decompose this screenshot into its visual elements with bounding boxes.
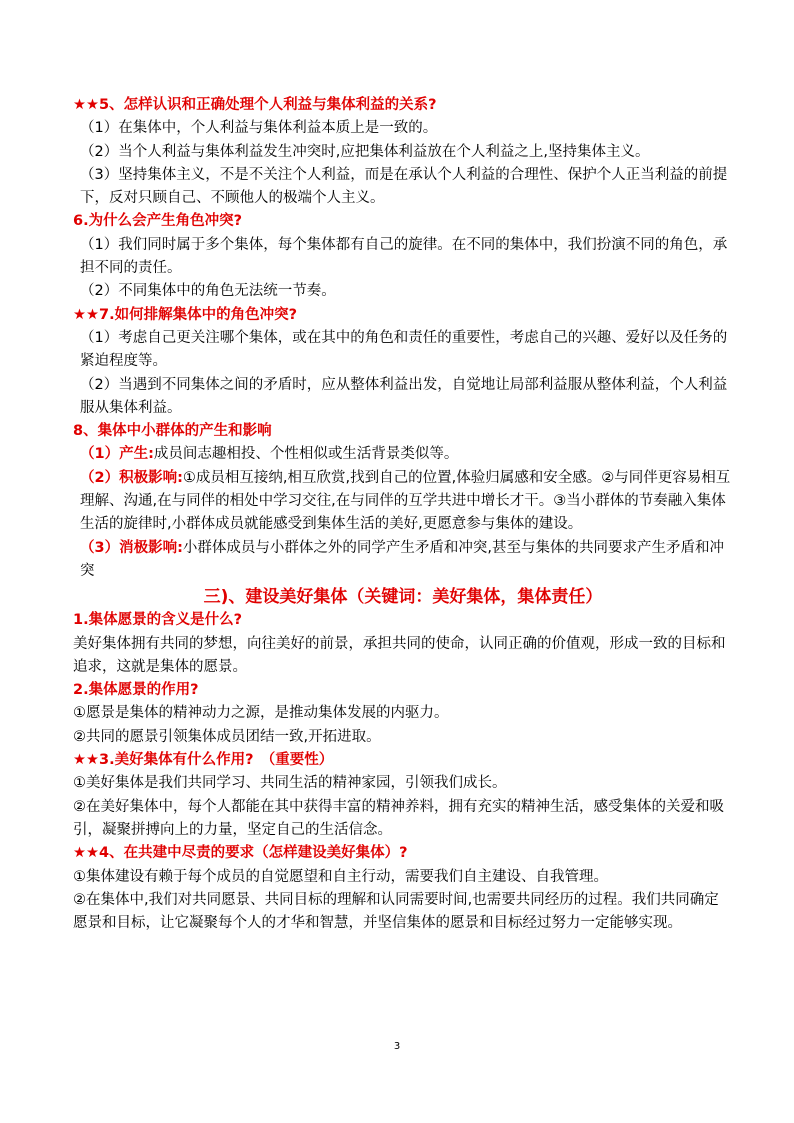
- q6-point-2: （2）不同集体中的角色无法统一节奏。: [80, 283, 336, 300]
- s4-point-1: ①集体建设有赖于每个成员的自觉愿望和自主行动，需要我们自主建设、自我管理。: [73, 868, 608, 885]
- q5-point-2: （2）当个人利益与集体利益发生冲突时,应把集体利益放在个人利益之上,坚持集体主义。: [80, 143, 650, 160]
- q8-point-1-text: 成员间志趣相投、个性相似或生活背景类似等。: [153, 446, 459, 463]
- s4-heading: ★★4、在共建中尽责的要求（怎样建设美好集体）?: [73, 845, 408, 862]
- s3-point-1: ①美好集体是我们共同学习、共同生活的精神家园，引领我们成长。: [73, 775, 507, 792]
- s2-point-2: ②共同的愿景引领集体成员团结一致,开拓进取。: [73, 728, 381, 745]
- s2-heading: 2.集体愿景的作用?: [73, 682, 199, 699]
- q7-point-1: （1）考虑自己更关注哪个集体，或在其中的角色和责任的重要性，考虑自己的兴趣、爱好以及任务的紧迫程度等。: [80, 329, 728, 370]
- page-number: 3: [393, 1041, 401, 1052]
- s1-heading: 1.集体愿景的含义是什么?: [73, 612, 243, 629]
- q8-heading: 8、集体中小群体的产生和影响: [73, 423, 272, 440]
- s1-paragraph: 美好集体拥有共同的梦想，向往美好的前景，承担共同的使命，认同正确的价值观，形成一致的目标和追求，这就是集体的愿景。: [73, 635, 726, 675]
- q8-point-2-text: ①成员相互接纳,相互欣赏,找到自己的位置,体验归属感和安全感。②与同伴更容易相互理解、沟通,在与同伴的相处中学习交往,在与同伴的互学共进中增长才干。③当小群体的节奏融入集体生活的旋律时,小群体成员就能感受到集体生活的美好,更愿意参与集体的建设。: [80, 469, 731, 533]
- q7-heading: ★★7.如何排解集体中的角色冲突?: [73, 306, 298, 323]
- s2-point-1: ①愿景是集体的精神动力之源，是推动集体发展的内驱力。: [73, 705, 449, 722]
- q6-point-1: （1）我们同时属于多个集体，每个集体都有自己的旋律。在不同的集体中，我们扮演不同的角色，承担不同的责任。: [80, 236, 728, 277]
- q8-point-1-label: （1）产生:: [80, 446, 154, 463]
- s4-point-2: ②在集体中,我们对共同愿景、共同目标的理解和认同需要时间,也需要共同经历的过程。我们共同确定愿景和目标，让它凝聚每个人的才华和智慧，并坚信集体的愿景和目标经过努力一定能够实现。: [73, 891, 719, 932]
- q6-heading: 6.为什么会产生角色冲突?: [73, 213, 243, 230]
- s3-heading: ★★3.美好集体有什么作用? （重要性）: [73, 752, 334, 769]
- q8-point-3-label: （3）消极影响:: [80, 539, 183, 556]
- q5-point-3: （3）坚持集体主义，不是不关注个人利益，而是在承认个人利益的合理性、保护个人正当利益的前提下，反对只顾自己、不顾他人的极端个人主义。: [80, 166, 728, 207]
- q8-point-2-label: （2）积极影响:: [80, 469, 183, 486]
- q7-point-2: （2）当遇到不同集体之间的矛盾时，应从整体利益出发，自觉地让局部利益服从整体利益，个人利益服从集体利益。: [80, 376, 728, 416]
- q8-point-3: [73, 537, 733, 584]
- q5-point-1: （1）在集体中，个人利益与集体利益本质上是一致的。: [80, 120, 438, 137]
- q8-point-2: [73, 467, 733, 537]
- q8-point-3-text: 小群体成员与小群体之外的同学产生矛盾和冲突,甚至与集体的共同要求产生矛盾和冲突: [80, 539, 724, 579]
- section-3-title: 三)、建设美好集体（关键词：美好集体，集体责任）: [203, 587, 603, 608]
- document-body: [73, 94, 733, 935]
- q8-point-1: [73, 443, 733, 466]
- q5-heading: ★★5、怎样认识和正确处理个人利益与集体利益的关系?: [73, 97, 437, 113]
- s3-point-2: ②在美好集体中，每个人都能在其中获得丰富的精神养料，拥有充实的精神生活，感受集体的关爱和吸引，凝聚拼搏向上的力量，坚定自己的生活信念。: [73, 798, 724, 838]
